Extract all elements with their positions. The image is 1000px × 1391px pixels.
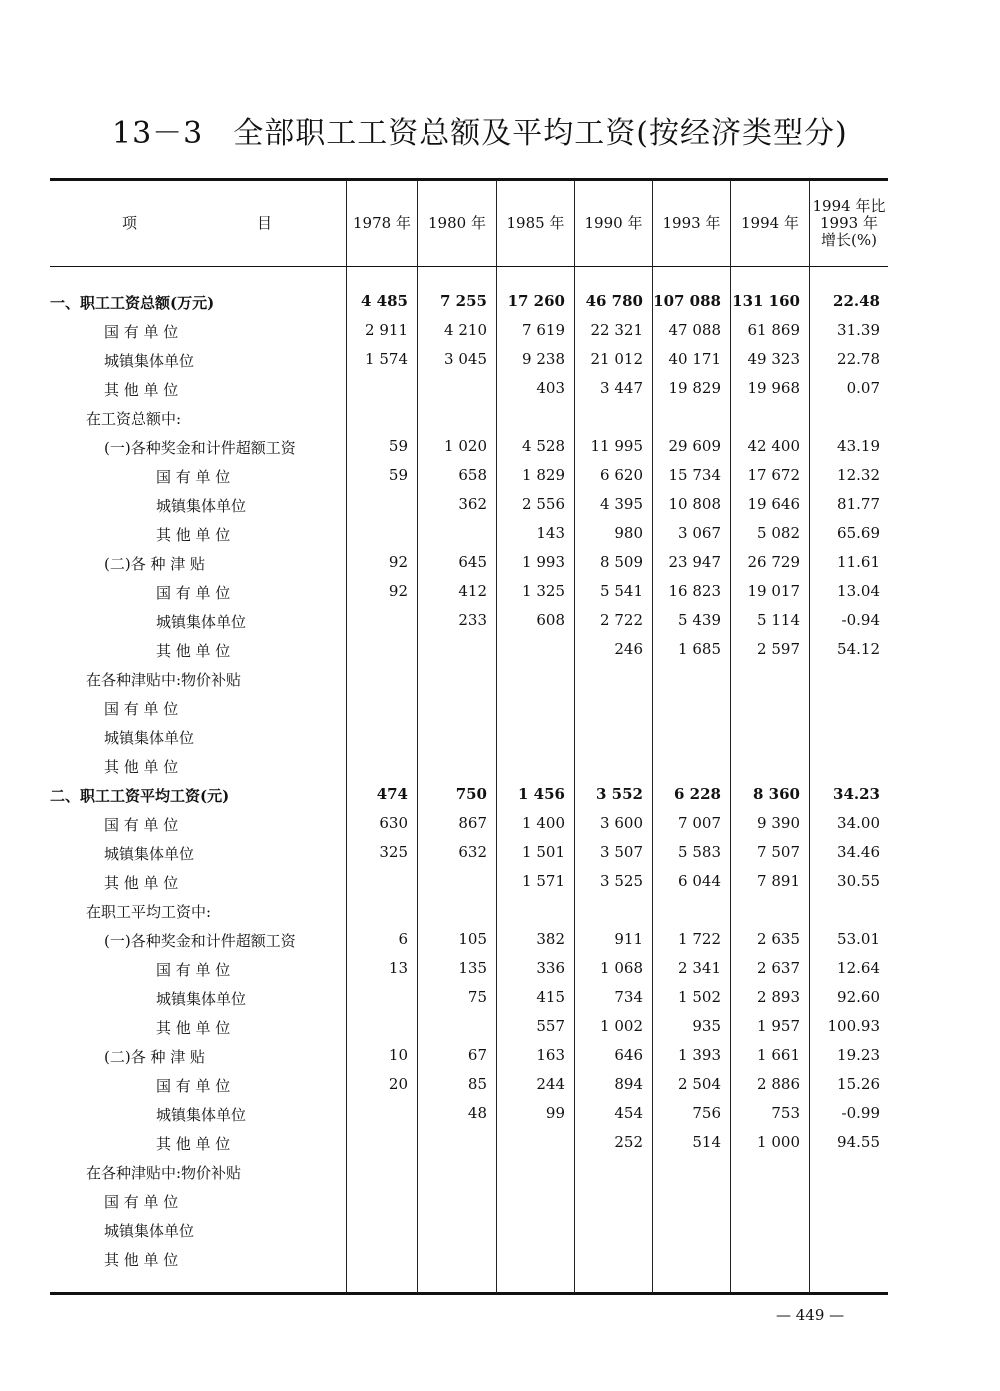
- value-cell: 3 045: [444, 350, 487, 368]
- row-label: 其 他 单 位: [156, 1019, 231, 1037]
- value-cell: 29 609: [668, 437, 721, 455]
- row-label: 国 有 单 位: [104, 1193, 179, 1211]
- growth-cell: 34.46: [837, 843, 880, 861]
- value-cell: 47 088: [668, 321, 721, 339]
- table-row: [50, 868, 888, 897]
- row-label: (一)各种奖金和计件超额工资: [104, 439, 296, 457]
- header-year-label: 1978 年: [353, 213, 411, 232]
- value-cell: 4 528: [522, 437, 565, 455]
- table-row: [50, 839, 888, 868]
- value-cell: 7 255: [440, 292, 487, 310]
- value-cell: 325: [379, 843, 408, 861]
- value-cell: 8 360: [753, 785, 800, 803]
- value-cell: 3 552: [596, 785, 643, 803]
- header-year: [653, 180, 730, 266]
- table-row: [50, 1187, 888, 1216]
- row-label: 在工资总额中:: [86, 410, 182, 428]
- header-rule: [50, 266, 888, 267]
- value-cell: 107 088: [653, 292, 721, 310]
- table-row: [50, 752, 888, 781]
- table-row: [50, 346, 888, 375]
- table-row: [50, 462, 888, 491]
- table-row: [50, 636, 888, 665]
- growth-cell: 11.61: [837, 553, 880, 571]
- row-label: 城镇集体单位: [104, 1222, 195, 1240]
- growth-cell: 94.55: [837, 1133, 880, 1151]
- header-growth-line: 1993 年: [820, 213, 878, 232]
- value-cell: 1 574: [365, 350, 408, 368]
- header-year: [418, 180, 496, 266]
- value-cell: 246: [614, 640, 643, 658]
- value-cell: 7 007: [678, 814, 721, 832]
- value-cell: 6: [398, 930, 408, 948]
- value-cell: 1 722: [678, 930, 721, 948]
- header-item-left: 项: [122, 213, 138, 232]
- value-cell: 5 541: [600, 582, 643, 600]
- row-label: 国 有 单 位: [156, 961, 231, 979]
- row-label: 城镇集体单位: [104, 845, 195, 863]
- table-row: [50, 433, 888, 462]
- value-cell: 6 044: [678, 872, 721, 890]
- row-label: 其 他 单 位: [104, 1251, 179, 1269]
- table-row: [50, 1042, 888, 1071]
- value-cell: 894: [614, 1075, 643, 1093]
- value-cell: 131 160: [732, 292, 800, 310]
- row-label: 国 有 单 位: [156, 1077, 231, 1095]
- value-cell: 1 993: [522, 553, 565, 571]
- value-cell: 2 341: [678, 959, 721, 977]
- row-label: 城镇集体单位: [156, 990, 247, 1008]
- value-cell: 7 891: [757, 872, 800, 890]
- table-row: [50, 926, 888, 955]
- value-cell: 658: [458, 466, 487, 484]
- header-year-label: 1993 年: [662, 213, 721, 232]
- table-row: [50, 1158, 888, 1187]
- value-cell: 2 893: [757, 988, 800, 1006]
- value-cell: 1 571: [522, 872, 565, 890]
- table-row: [50, 694, 888, 723]
- row-label: 在职工平均工资中:: [86, 903, 212, 921]
- value-cell: 163: [536, 1046, 565, 1064]
- growth-cell: 19.23: [837, 1046, 880, 1064]
- value-cell: 645: [458, 553, 487, 571]
- table-row: [50, 723, 888, 752]
- value-cell: 17 260: [507, 292, 565, 310]
- growth-cell: -0.99: [841, 1104, 880, 1122]
- value-cell: 1 502: [678, 988, 721, 1006]
- header-year: [575, 180, 652, 266]
- value-cell: 1 020: [444, 437, 487, 455]
- value-cell: 61 869: [747, 321, 800, 339]
- value-cell: 1 000: [757, 1133, 800, 1151]
- table-row: [50, 491, 888, 520]
- value-cell: 6 620: [600, 466, 643, 484]
- growth-cell: 31.39: [837, 321, 880, 339]
- value-cell: 867: [458, 814, 487, 832]
- row-label: 城镇集体单位: [104, 729, 195, 747]
- growth-cell: 81.77: [837, 495, 880, 513]
- row-label: (二)各 种 津 贴: [104, 1048, 206, 1066]
- table-row: [50, 984, 888, 1013]
- header-year: [347, 180, 417, 266]
- value-cell: 233: [458, 611, 487, 629]
- header-growth: [810, 180, 888, 266]
- growth-cell: 22.48: [833, 292, 880, 310]
- value-cell: 2 886: [757, 1075, 800, 1093]
- value-cell: 2 722: [600, 611, 643, 629]
- value-cell: 19 017: [747, 582, 800, 600]
- growth-cell: 53.01: [837, 930, 880, 948]
- value-cell: 1 325: [522, 582, 565, 600]
- header-year-label: 1985 年: [506, 213, 565, 232]
- growth-cell: 92.60: [837, 988, 880, 1006]
- table-row: [50, 375, 888, 404]
- value-cell: 3 507: [600, 843, 643, 861]
- growth-cell: 12.32: [837, 466, 880, 484]
- value-cell: 362: [458, 495, 487, 513]
- table-row: [50, 1100, 888, 1129]
- value-cell: 7 619: [522, 321, 565, 339]
- value-cell: 10: [388, 1046, 408, 1064]
- value-cell: 99: [545, 1104, 565, 1122]
- value-cell: 19 968: [747, 379, 800, 397]
- value-cell: 5 439: [678, 611, 721, 629]
- value-cell: 105: [458, 930, 487, 948]
- value-cell: 42 400: [747, 437, 800, 455]
- table-row: [50, 1071, 888, 1100]
- table-row: [50, 897, 888, 926]
- growth-cell: -0.94: [841, 611, 880, 629]
- value-cell: 5 583: [678, 843, 721, 861]
- value-cell: 3 525: [600, 872, 643, 890]
- value-cell: 1 456: [518, 785, 565, 803]
- header-year-label: 1980 年: [428, 213, 486, 232]
- bottom-rule: [50, 1292, 888, 1295]
- value-cell: 22 321: [590, 321, 643, 339]
- growth-cell: 30.55: [837, 872, 880, 890]
- row-label: 一、职工工资总额(万元): [50, 294, 215, 312]
- value-cell: 3 600: [600, 814, 643, 832]
- value-cell: 2 635: [757, 930, 800, 948]
- value-cell: 412: [458, 582, 487, 600]
- row-label: 城镇集体单位: [156, 613, 247, 631]
- growth-cell: 54.12: [837, 640, 880, 658]
- value-cell: 646: [614, 1046, 643, 1064]
- value-cell: 92: [388, 553, 408, 571]
- table-row: [50, 1013, 888, 1042]
- row-label: 国 有 单 位: [156, 584, 231, 602]
- value-cell: 9 390: [757, 814, 800, 832]
- row-label: 国 有 单 位: [104, 816, 179, 834]
- header-year-label: 1994 年: [741, 213, 799, 232]
- value-cell: 23 947: [668, 553, 721, 571]
- value-cell: 2 911: [365, 321, 408, 339]
- growth-cell: 65.69: [837, 524, 880, 542]
- value-cell: 3 447: [600, 379, 643, 397]
- row-label: 二、职工工资平均工资(元): [50, 787, 230, 805]
- growth-cell: 15.26: [837, 1075, 880, 1093]
- value-cell: 557: [536, 1017, 565, 1035]
- header-item-right: 目: [256, 213, 272, 232]
- page-title: [112, 108, 848, 152]
- value-cell: 49 323: [747, 350, 800, 368]
- value-cell: 244: [536, 1075, 565, 1093]
- row-label: (二)各 种 津 贴: [104, 555, 206, 573]
- value-cell: 19 829: [668, 379, 721, 397]
- value-cell: 19 646: [747, 495, 800, 513]
- row-label: 其 他 单 位: [104, 874, 179, 892]
- value-cell: 67: [467, 1046, 487, 1064]
- row-label: 其 他 单 位: [156, 1135, 231, 1153]
- value-cell: 92: [388, 582, 408, 600]
- table-row: [50, 1245, 888, 1274]
- value-cell: 632: [458, 843, 487, 861]
- growth-cell: 34.00: [837, 814, 880, 832]
- value-cell: 734: [614, 988, 643, 1006]
- page-number: — 449 —: [776, 1306, 845, 1324]
- header-item: [50, 180, 346, 266]
- row-label: 在各种津贴中:物价补贴: [86, 1164, 242, 1182]
- value-cell: 3 067: [678, 524, 721, 542]
- value-cell: 9 238: [522, 350, 565, 368]
- value-cell: 1 400: [522, 814, 565, 832]
- value-cell: 935: [692, 1017, 721, 1035]
- table-row: [50, 1129, 888, 1158]
- value-cell: 756: [692, 1104, 721, 1122]
- row-label: 城镇集体单位: [156, 497, 247, 515]
- table-number: 13－3: [112, 116, 204, 151]
- value-cell: 10 808: [668, 495, 721, 513]
- table-row: [50, 665, 888, 694]
- value-cell: 6 228: [674, 785, 721, 803]
- table-row: [50, 578, 888, 607]
- value-cell: 1 068: [600, 959, 643, 977]
- value-cell: 608: [536, 611, 565, 629]
- table-row: [50, 607, 888, 636]
- value-cell: 1 501: [522, 843, 565, 861]
- table-row: [50, 549, 888, 578]
- value-cell: 4 210: [444, 321, 487, 339]
- header-year: [731, 180, 809, 266]
- value-cell: 17 672: [747, 466, 800, 484]
- row-label: 其 他 单 位: [156, 526, 231, 544]
- value-cell: 8 509: [600, 553, 643, 571]
- growth-cell: 34.23: [833, 785, 880, 803]
- growth-cell: 43.19: [837, 437, 880, 455]
- value-cell: 135: [458, 959, 487, 977]
- row-label: 其 他 单 位: [104, 758, 179, 776]
- table-row: [50, 955, 888, 984]
- value-cell: 1 002: [600, 1017, 643, 1035]
- row-label: 其 他 单 位: [104, 381, 179, 399]
- value-cell: 336: [536, 959, 565, 977]
- table-title: 全部职工工资总额及平均工资(按经济类型分): [233, 116, 848, 151]
- value-cell: 2 597: [757, 640, 800, 658]
- value-cell: 143: [536, 524, 565, 542]
- value-cell: 4 485: [361, 292, 408, 310]
- table-row: [50, 1216, 888, 1245]
- value-cell: 382: [536, 930, 565, 948]
- value-cell: 11 995: [590, 437, 643, 455]
- growth-cell: 0.07: [846, 379, 880, 397]
- table-row: [50, 317, 888, 346]
- table-row: [50, 288, 888, 317]
- value-cell: 85: [467, 1075, 487, 1093]
- value-cell: 4 395: [600, 495, 643, 513]
- table-row: [50, 520, 888, 549]
- row-label: 城镇集体单位: [156, 1106, 247, 1124]
- value-cell: 46 780: [585, 292, 643, 310]
- value-cell: 59: [388, 437, 408, 455]
- value-cell: 1 685: [678, 640, 721, 658]
- value-cell: 26 729: [747, 553, 800, 571]
- row-label: 其 他 单 位: [156, 642, 231, 660]
- value-cell: 2 504: [678, 1075, 721, 1093]
- value-cell: 13: [388, 959, 408, 977]
- value-cell: 415: [536, 988, 565, 1006]
- value-cell: 911: [614, 930, 643, 948]
- header-year: [497, 180, 574, 266]
- table-row: [50, 810, 888, 839]
- value-cell: 20: [388, 1075, 408, 1093]
- value-cell: 2 637: [757, 959, 800, 977]
- value-cell: 630: [379, 814, 408, 832]
- table-row: [50, 781, 888, 810]
- growth-cell: 12.64: [837, 959, 880, 977]
- growth-cell: 13.04: [837, 582, 880, 600]
- value-cell: 252: [614, 1133, 643, 1151]
- header-growth-line: 1994 年比: [812, 196, 886, 215]
- growth-cell: 100.93: [827, 1017, 880, 1035]
- value-cell: 15 734: [668, 466, 721, 484]
- row-label: 城镇集体单位: [104, 352, 195, 370]
- header-growth-line: 增长(%): [821, 230, 877, 249]
- row-label: (一)各种奖金和计件超额工资: [104, 932, 296, 950]
- value-cell: 1 661: [757, 1046, 800, 1064]
- row-label: 在各种津贴中:物价补贴: [86, 671, 242, 689]
- value-cell: 980: [614, 524, 643, 542]
- value-cell: 403: [536, 379, 565, 397]
- value-cell: 5 082: [757, 524, 800, 542]
- value-cell: 7 507: [757, 843, 800, 861]
- value-cell: 750: [455, 785, 487, 803]
- value-cell: 1 829: [522, 466, 565, 484]
- header-year-label: 1990 年: [584, 213, 643, 232]
- value-cell: 59: [388, 466, 408, 484]
- value-cell: 40 171: [668, 350, 721, 368]
- row-label: 国 有 单 位: [104, 323, 179, 341]
- table-row: [50, 404, 888, 433]
- value-cell: 48: [467, 1104, 487, 1122]
- row-label: 国 有 单 位: [156, 468, 231, 486]
- value-cell: 474: [376, 785, 408, 803]
- value-cell: 21 012: [590, 350, 643, 368]
- value-cell: 16 823: [668, 582, 721, 600]
- value-cell: 454: [614, 1104, 643, 1122]
- value-cell: 2 556: [522, 495, 565, 513]
- value-cell: 5 114: [757, 611, 800, 629]
- value-cell: 514: [692, 1133, 721, 1151]
- growth-cell: 22.78: [837, 350, 880, 368]
- value-cell: 75: [467, 988, 487, 1006]
- value-cell: 1 957: [757, 1017, 800, 1035]
- row-label: 国 有 单 位: [104, 700, 179, 718]
- value-cell: 753: [771, 1104, 800, 1122]
- value-cell: 1 393: [678, 1046, 721, 1064]
